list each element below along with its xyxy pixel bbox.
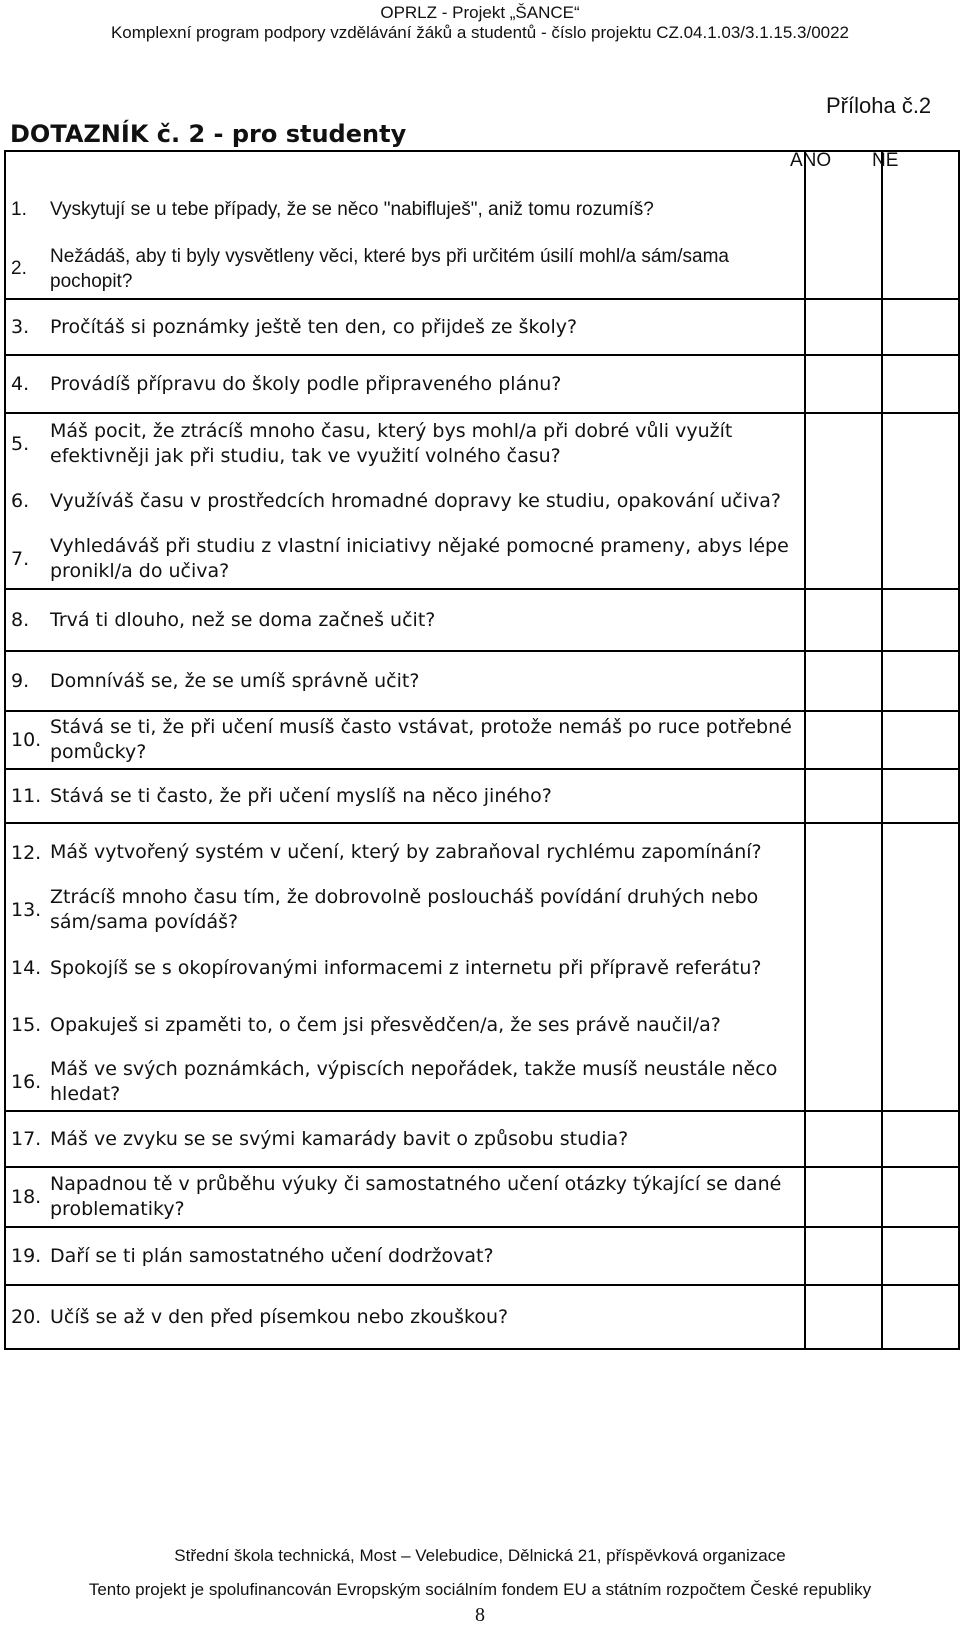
question-text: Nežádáš, aby ti byly vysvětleny věci, které bys při určitém úsilí mohl/a sám/sama pochopit? (50, 239, 805, 299)
question-row (5, 823, 959, 881)
answer-no-cell[interactable] (882, 1285, 959, 1349)
answer-no-cell[interactable] (882, 589, 959, 651)
question-text: Provádíš přípravu do školy podle připraveného plánu? (50, 355, 805, 413)
answer-no-cell[interactable] (882, 1227, 959, 1285)
question-number: 9. (5, 651, 50, 711)
answer-yes-cell[interactable] (805, 939, 882, 997)
column-header-no: NE (872, 150, 899, 171)
answer-yes-cell[interactable] (805, 651, 882, 711)
question-text: Máš pocit, že ztrácíš mnoho času, který bys mohl/a při dobré vůli využít efektivněji jak při studiu, tak ve využití volného času? (50, 419, 733, 467)
answer-no-cell[interactable] (882, 473, 959, 529)
question-row (5, 413, 959, 473)
answer-yes-cell[interactable] (805, 823, 882, 881)
question-text: Spokojíš se s okopírovanými informacemi z internetu při přípravě referátu? (50, 956, 762, 979)
question-text: Máš vytvořený systém v učení, který by zabraňoval rychlému zapomínání? (50, 841, 762, 863)
answer-yes-cell[interactable] (805, 413, 882, 473)
answer-yes-cell[interactable] (805, 473, 882, 529)
question-number: 14. (5, 939, 50, 997)
answer-yes-cell[interactable] (805, 529, 882, 589)
question-number: 16. (5, 1053, 50, 1111)
question-number: 4. (5, 355, 50, 413)
answer-no-cell[interactable] (882, 529, 959, 589)
question-number: 3. (5, 299, 50, 355)
answer-yes-cell[interactable] (805, 589, 882, 651)
question-text: Domníváš se, že se umíš správně učit? (50, 651, 805, 711)
answer-yes-cell[interactable] (805, 711, 882, 769)
question-text: Ztrácíš mnoho času tím, že dobrovolně posloucháš povídání druhých nebo sám/sama povídáš? (50, 886, 759, 933)
project-header-line1: OPRLZ - Projekt „ŠANCE“ (380, 3, 580, 22)
question-row (5, 355, 959, 413)
question-row (5, 299, 959, 355)
answer-no-cell[interactable] (882, 881, 959, 939)
answer-no-cell[interactable] (882, 299, 959, 355)
question-text: Daří se ti plán samostatného učení dodržovat? (50, 1227, 805, 1285)
question-row (5, 1053, 959, 1111)
project-header-line2: Komplexní program podpory vzdělávání žáků a studentů - číslo projektu CZ.04.1.03/3.1.15.3/0022 (110, 23, 850, 42)
question-number: 6. (5, 473, 50, 529)
question-number: 19. (5, 1227, 50, 1285)
question-text: Učíš se až v den před písemkou nebo zkouškou? (50, 1285, 805, 1349)
question-text: Stává se ti často, že při učení myslíš na něco jiného? (50, 769, 805, 823)
answer-no-cell[interactable] (882, 769, 959, 823)
question-row (5, 151, 959, 239)
answer-no-cell[interactable] (882, 355, 959, 413)
question-row (5, 997, 959, 1053)
answer-yes-cell[interactable] (805, 1053, 882, 1111)
answer-no-cell[interactable] (882, 413, 959, 473)
question-row (5, 589, 959, 651)
question-row (5, 881, 959, 939)
answer-yes-cell[interactable] (805, 881, 882, 939)
answer-no-cell[interactable] (882, 1053, 959, 1111)
answer-yes-cell[interactable] (805, 769, 882, 823)
question-number: 13. (5, 881, 50, 939)
funding-footer: Tento projekt je spolufinancován Evropským sociálním fondem EU a státním rozpočtem České republiky (88, 1580, 872, 1599)
question-number: 7. (5, 529, 50, 589)
question-text: Opakuješ si zpaměti to, o čem jsi přesvědčen/a, že ses právě naučil/a? (50, 1013, 721, 1036)
page-title: DOTAZNÍK č. 2 - pro studenty (10, 120, 407, 148)
questionnaire-table (4, 150, 960, 1350)
question-number: 20. (5, 1285, 50, 1349)
answer-yes-cell[interactable] (805, 997, 882, 1053)
answer-yes-cell[interactable] (805, 299, 882, 355)
question-row (5, 529, 959, 589)
question-number: 17. (5, 1111, 50, 1167)
question-text: Napadnou tě v průběhu výuky či samostatného učení otázky týkající se dané problematiky? (50, 1167, 805, 1227)
question-text: Využíváš času v prostředcích hromadné dopravy ke studiu, opakování učiva? (50, 489, 781, 512)
question-row (5, 711, 959, 769)
question-number: 2. (5, 239, 50, 299)
answer-yes-cell[interactable] (805, 1111, 882, 1167)
answer-no-cell[interactable] (882, 651, 959, 711)
question-text: Vyhledáváš při studiu z vlastní iniciativy nějaké pomocné prameny, abys lépe pronikl/a do učiva? (50, 529, 805, 589)
page-number: 8 (475, 1604, 485, 1626)
question-row (5, 473, 959, 529)
answer-yes-cell[interactable] (805, 1285, 882, 1349)
question-text: Trvá ti dlouho, než se doma začneš učit? (50, 589, 805, 651)
answer-no-cell[interactable] (882, 823, 959, 881)
question-text: Pročítáš si poznámky ještě ten den, co přijdeš ze školy? (50, 299, 805, 355)
question-number: 1. (5, 151, 50, 239)
column-header-yes: ANO (790, 150, 832, 171)
answer-no-cell[interactable] (882, 239, 959, 299)
answer-yes-cell[interactable] (805, 355, 882, 413)
question-number: 5. (5, 413, 50, 473)
question-row (5, 769, 959, 823)
school-footer: Střední škola technická, Most – Velebudice, Dělnická 21, příspěvková organizace (174, 1546, 786, 1565)
question-row (5, 1285, 959, 1349)
answer-yes-cell[interactable] (805, 151, 882, 239)
answer-yes-cell[interactable] (805, 239, 882, 299)
answer-no-cell[interactable] (882, 1111, 959, 1167)
question-row (5, 239, 959, 299)
answer-yes-cell[interactable] (805, 1227, 882, 1285)
question-text: Vyskytují se u tebe případy, že se něco "nabifluješ", aniž tomu rozumíš? (50, 151, 805, 239)
answer-yes-cell[interactable] (805, 1167, 882, 1227)
question-row (5, 1227, 959, 1285)
question-number: 10. (5, 711, 50, 769)
answer-no-cell[interactable] (882, 997, 959, 1053)
question-number: 18. (5, 1167, 50, 1227)
question-row (5, 939, 959, 997)
answer-no-cell[interactable] (882, 711, 959, 769)
question-row (5, 1111, 959, 1167)
question-number: 15. (5, 997, 50, 1053)
question-number: 12. (5, 823, 50, 881)
question-text: Máš ve svých poznámkách, výpiscích nepořádek, takže musíš neustále něco hledat? (50, 1053, 805, 1111)
answer-no-cell[interactable] (882, 151, 959, 239)
question-text: Stává se ti, že při učení musíš často vstávat, protože nemáš po ruce potřebné pomůcky? (50, 711, 805, 769)
answer-no-cell[interactable] (882, 1167, 959, 1227)
question-row (5, 651, 959, 711)
question-row (5, 1167, 959, 1227)
annex-label: Příloha č.2 (826, 93, 932, 118)
question-text: Máš ve zvyku se se svými kamarády bavit o způsobu studia? (50, 1111, 805, 1167)
question-number: 8. (5, 589, 50, 651)
question-number: 11. (5, 769, 50, 823)
answer-no-cell[interactable] (882, 939, 959, 997)
